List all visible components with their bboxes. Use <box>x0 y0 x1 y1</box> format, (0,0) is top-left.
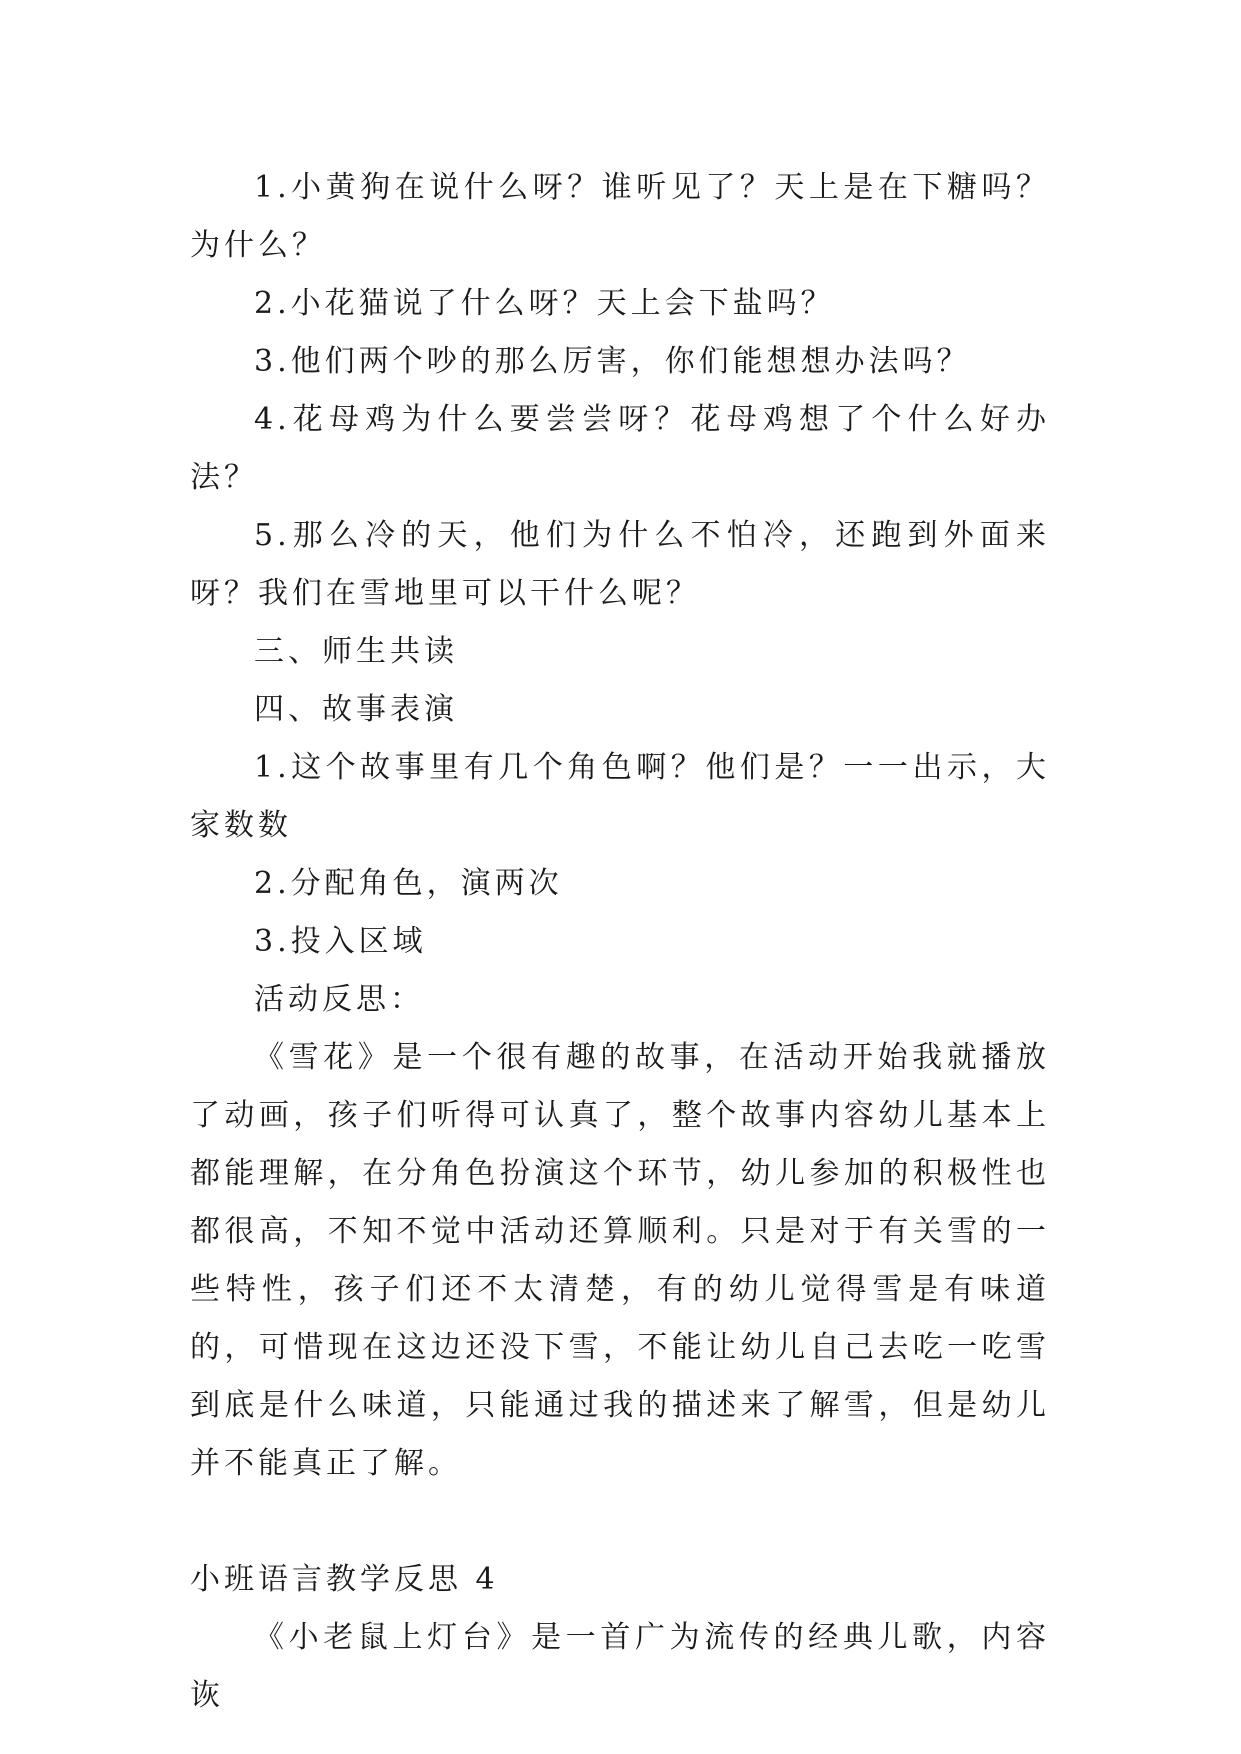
section-intro: 《小老鼠上灯台》是一首广为流传的经典儿歌，内容诙 <box>190 1620 1050 1713</box>
performance-item-3: 3.投入区域 <box>254 924 427 959</box>
performance-item-1: 1.这个故事里有几个角色啊？他们是？一一出示，大家数数 <box>190 750 1050 843</box>
document-body <box>190 159 1050 1725</box>
question-1: 1.小黄狗在说什么呀？谁听见了？天上是在下糖吗？为什么？ <box>190 170 1050 263</box>
reflection-text: 《雪花》是一个很有趣的故事，在活动开始我就播放了动画，孩子们听得可认真了，整个故事内容幼儿基本上都能理解，在分角色扮演这个环节，幼儿参加的积极性也都很高，不知不觉中活动还算顺利。只是对于有关雪的一些特性，孩子们还不太清楚，有的幼儿觉得雪是有味道的，可惜现在这边还没下雪，不能让幼儿自己去吃一吃雪到底是什么味道，只能通过我的描述来了解雪，但是幼儿并不能真正了解。 <box>190 1040 1050 1481</box>
step-four-heading: 四、故事表演 <box>254 692 458 727</box>
question-2: 2.小花猫说了什么呀？天上会下盐吗？ <box>254 286 835 321</box>
performance-item-2: 2.分配角色，演两次 <box>254 866 563 901</box>
question-4: 4.花母鸡为什么要尝尝呀？花母鸡想了个什么好办法？ <box>190 402 1050 495</box>
reflection-label: 活动反思： <box>254 982 424 1017</box>
step-three-heading: 三、师生共读 <box>254 634 458 669</box>
question-5: 5.那么冷的天，他们为什么不怕冷，还跑到外面来呀？我们在雪地里可以干什么呢？ <box>190 518 1050 611</box>
question-3: 3.他们两个吵的那么厉害，你们能想想办法吗？ <box>254 344 971 379</box>
section-title: 小班语言教学反思 4 <box>190 1562 499 1597</box>
